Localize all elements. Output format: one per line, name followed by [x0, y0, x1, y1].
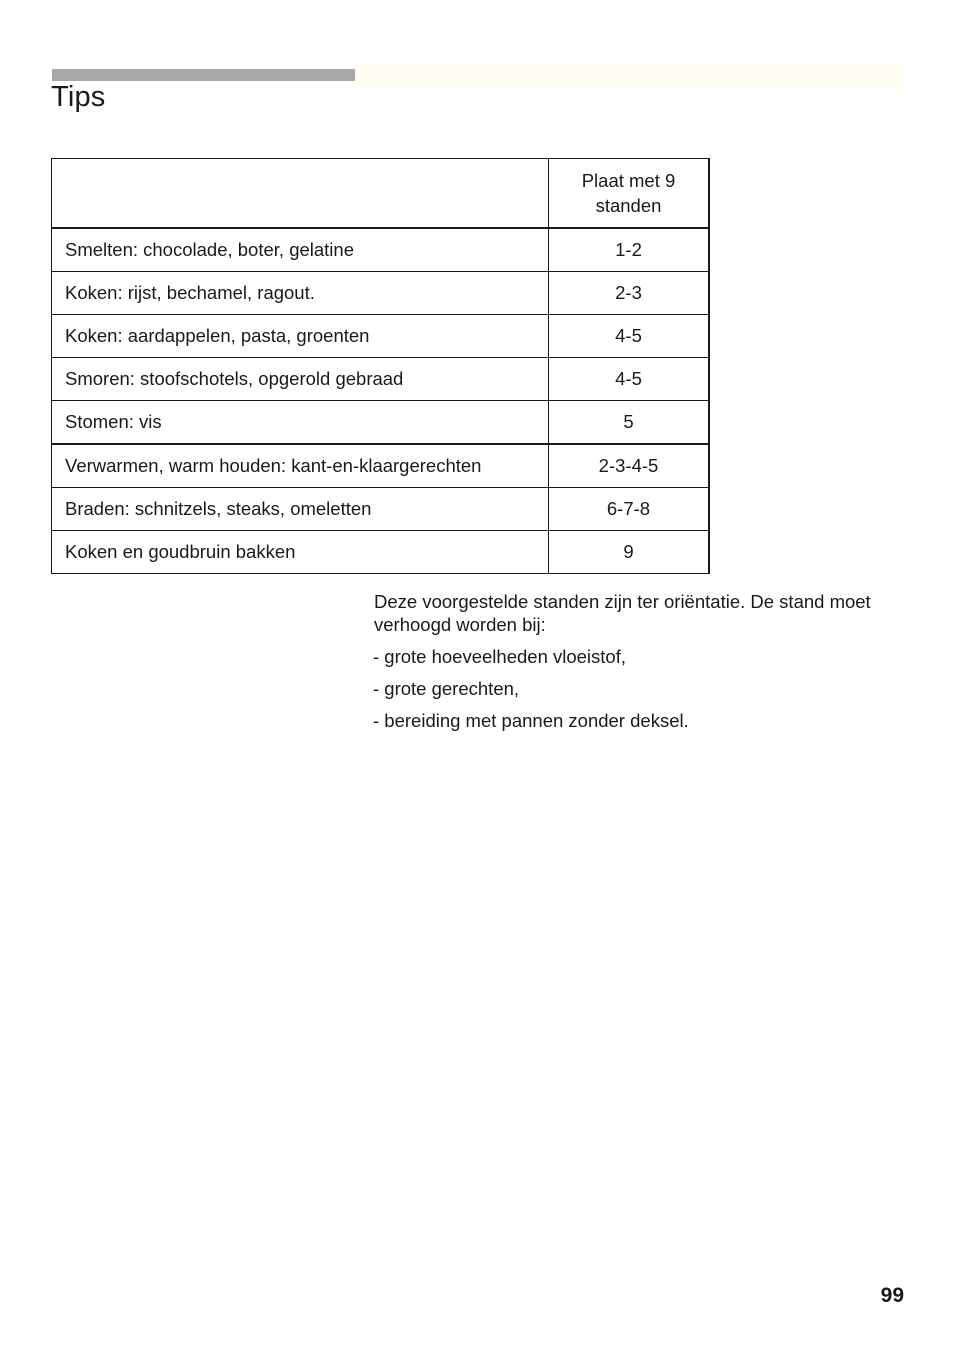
row-label: Stomen: vis [52, 401, 549, 445]
page-number: 99 [880, 1284, 904, 1307]
row-value: 2-3 [549, 272, 710, 315]
row-value: 9 [549, 531, 710, 574]
table-corner-cell [52, 159, 549, 229]
row-label: Koken en goudbruin bakken [52, 531, 549, 574]
table-header-row [52, 159, 710, 229]
list-item: - grote gerechten, [373, 678, 520, 699]
row-value: 4-5 [549, 315, 710, 358]
table-row [52, 531, 710, 574]
row-label: Smelten: chocolade, boter, gelatine [52, 228, 549, 272]
table-row [52, 358, 710, 401]
list-item: - grote hoeveelheden vloeistof, [373, 646, 627, 667]
row-label: Braden: schnitzels, steaks, omeletten [52, 488, 549, 531]
row-value: 1-2 [549, 228, 710, 272]
notes-section [374, 590, 904, 741]
page-title: Tips [51, 81, 106, 113]
notes-intro: Deze voorgestelde standen zijn ter oriëntatie. De stand moet verhoogd worden bij: [374, 591, 871, 635]
table-row [52, 315, 710, 358]
list-item: - bereiding met pannen zonder deksel. [373, 710, 689, 731]
table-row [52, 488, 710, 531]
row-label: Smoren: stoofschotels, opgerold gebraad [52, 358, 549, 401]
row-label: Verwarmen, warm houden: kant-en-klaargerechten [52, 444, 549, 488]
settings-table [51, 158, 710, 574]
table-row [52, 444, 710, 488]
row-value: 2-3-4-5 [549, 444, 710, 488]
row-value: 4-5 [549, 358, 710, 401]
column-header: Plaat met 9 standen [549, 159, 710, 229]
row-label: Koken: rijst, bechamel, ragout. [52, 272, 549, 315]
row-value: 5 [549, 401, 710, 445]
table-row [52, 401, 710, 445]
table-row [52, 272, 710, 315]
row-label: Koken: aardappelen, pasta, groenten [52, 315, 549, 358]
table-row [52, 228, 710, 272]
header-band [355, 65, 902, 87]
row-value: 6-7-8 [549, 488, 710, 531]
